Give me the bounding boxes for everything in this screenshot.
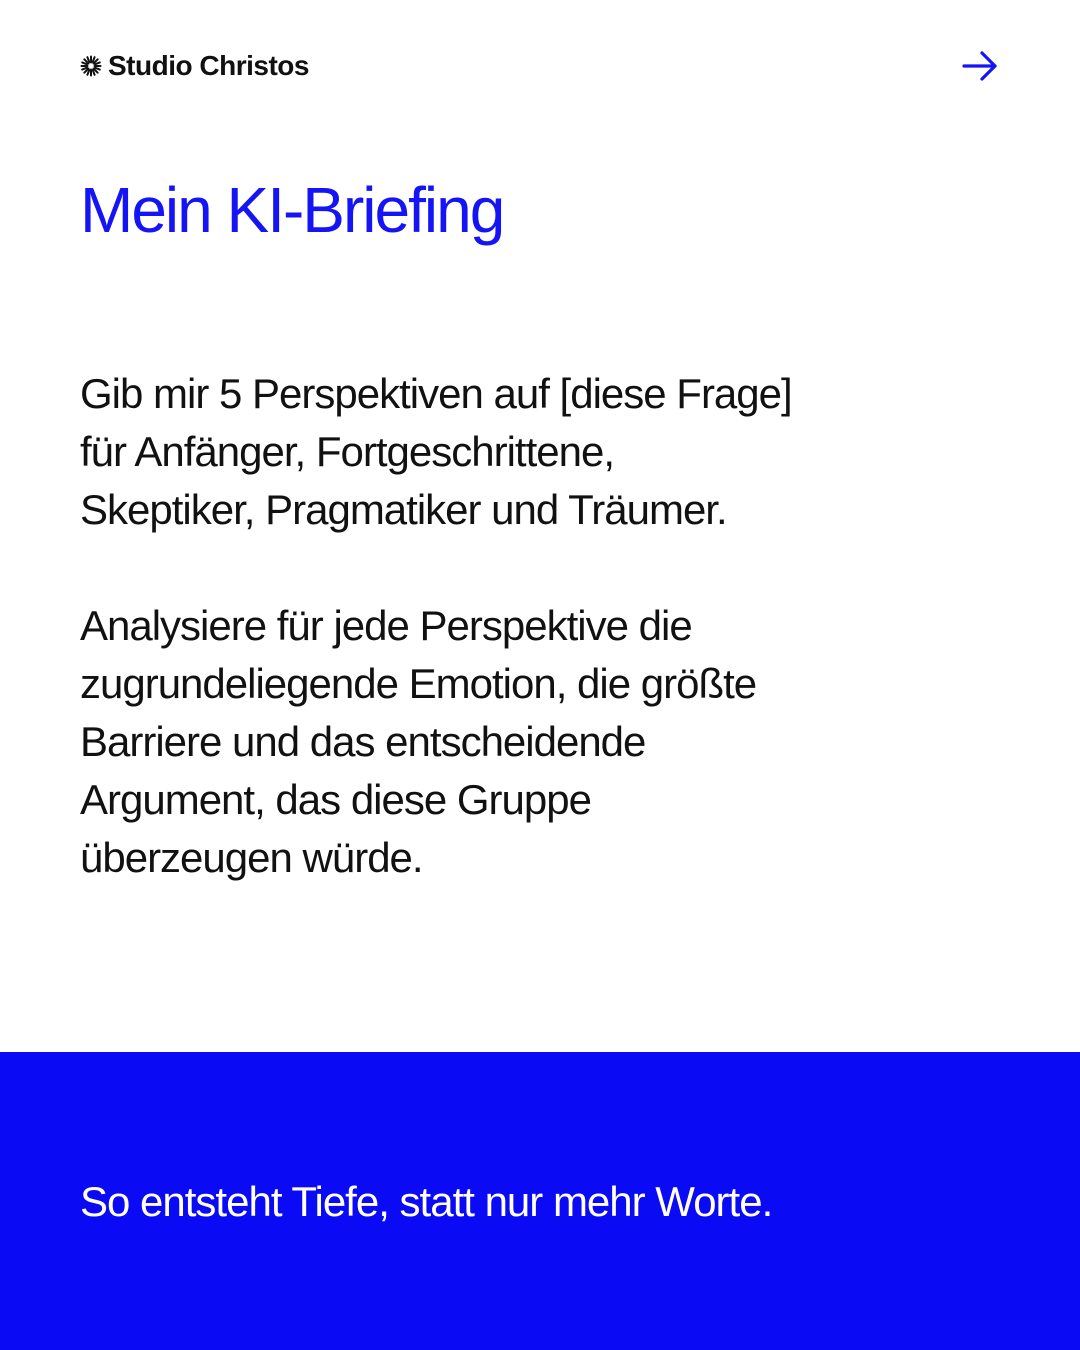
paragraph-line: Argument, das diese Gruppe [80,776,591,823]
prompt-paragraph-2 [80,597,980,887]
footer-tagline: So entsteht Tiefe, statt nur mehr Worte. [80,1178,773,1225]
paragraph-line: Barriere und das entscheidende [80,718,646,765]
footer-band [0,1052,1080,1350]
asterisk-burst-icon [80,55,102,77]
page-title: Mein KI-Briefing [80,174,504,246]
paragraph-line: Analysiere für jede Perspektive die [80,602,692,649]
paragraph-line: für Anfänger, Fortgeschrittene, [80,428,614,475]
paragraph-line: Skeptiker, Pragmatiker und Träumer. [80,486,727,533]
prompt-paragraph-1 [80,365,980,539]
paragraph-line: überzeugen würde. [80,834,423,881]
paragraph-line: zugrundeliegende Emotion, die größte [80,660,757,707]
brand [80,46,309,86]
arrow-right-icon[interactable] [958,45,1000,87]
brand-name: Studio Christos [108,50,309,81]
paragraph-line: Gib mir 5 Perspektiven auf [diese Frage] [80,370,792,417]
